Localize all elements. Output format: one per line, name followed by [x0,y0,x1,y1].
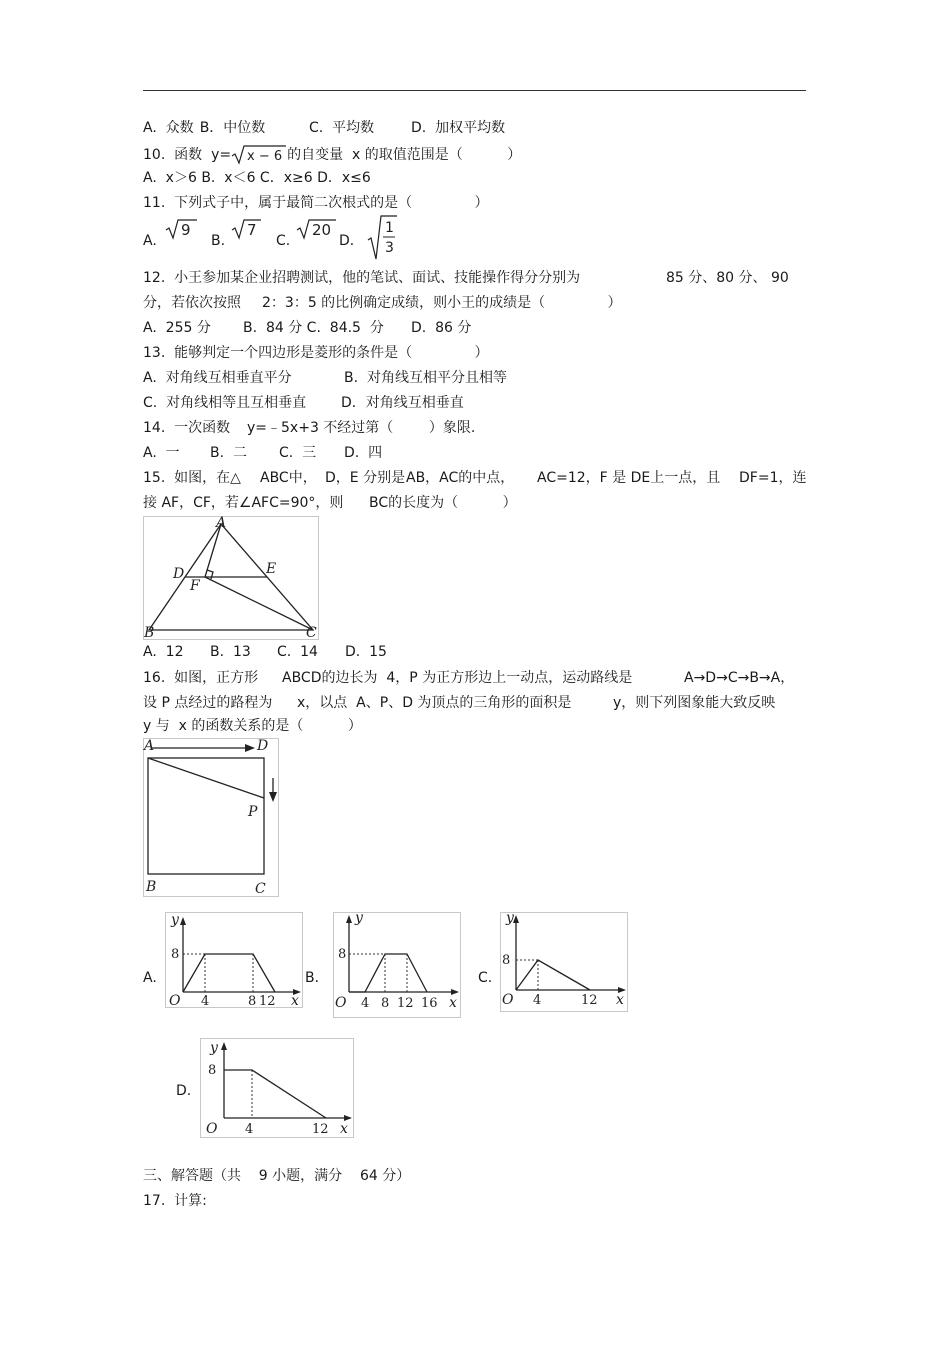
q16-label-a: A [144,738,155,754]
q16-label-p: P [248,804,258,820]
q16-line1 [143,669,795,687]
graph-d-y-label: y [210,1040,218,1056]
q14-stem-a: 14. 一次函数 [143,420,231,436]
q11-option-c-sqrt [296,218,338,242]
q14-stem [143,419,476,437]
q9-option-a: A. 众数 [143,120,194,136]
q16-label-c: C [255,881,266,897]
q15-option-a: A. 12 [143,644,184,660]
graph-c-frame [501,913,628,1012]
graph-a-origin: O [169,993,181,1008]
q13-option-d: D．对角线互相垂直 [341,395,464,411]
q16-line2 [143,694,776,712]
graph-a-x-tick-12: 12 [259,994,276,1008]
graph-c-y-tick: 8 [502,953,511,968]
q16-line1a: 16. 如图，正方形 [143,670,259,686]
q9-option-c: C. 平均数 [309,120,375,136]
q12-line1b: 85 分、80 分、 90 [666,270,789,286]
q16-graph-b-option: B． [305,970,329,986]
graph-b-x-tick-12: 12 [397,996,414,1011]
q16-graph-c-option: C. [478,970,493,986]
q10-options: A. x＞6 B. x＜6 C．x≥6 D．x≤6 [143,170,371,186]
q11-option-a-sqrt [165,218,199,242]
q11-option-b: B. [211,233,226,249]
q11-option-d: D． [339,233,364,249]
graph-a-x-label: x [291,993,299,1008]
q14-option-d: D. 四 [344,445,383,461]
graph-b-y-label: y [355,912,363,926]
q16-graph-b [333,912,461,1018]
q10-number: 10. 函数 [143,147,203,163]
q13-option-b: B. 对角线互相平分且相等 [344,370,507,386]
q11-stem: 11. 下列式子中，属于最简二次根式的是（ ） [143,195,489,211]
q12-option-d: D. 86 分 [411,320,472,336]
q14-option-c: C. 三 [279,445,317,461]
q16-graph-c [500,912,628,1012]
q13-options-row1 [143,369,507,387]
q11-rad-c: 20 [312,221,332,239]
q15-label-a: A [216,516,227,531]
q15-label-c: C [306,625,317,640]
q11-options [143,218,394,262]
q14-option-a: A. 一 [143,445,180,461]
graph-c-origin: O [502,992,514,1008]
graph-a-x-tick-4: 4 [201,994,210,1008]
graph-d-x-tick-12: 12 [312,1122,329,1137]
q15-line1d: AB，AC的中点， [406,470,515,486]
graph-b-y-tick: 8 [338,947,347,962]
q10-rest: 的自变量 [287,147,344,163]
q11-rad-b: 7 [247,221,257,239]
q13-options-row2 [143,394,464,412]
graph-c-y-label: y [506,912,514,926]
q9-option-d: D. 加权平均数 [411,120,506,136]
q16-graph-a-option: A. [143,970,157,986]
graph-a-frame [166,913,303,1008]
q15-line2 [143,494,517,512]
q16-line2c: y，则下列图象能大致反映 [613,695,776,711]
graph-d-x-tick-4: 4 [245,1122,254,1137]
graph-c-x-tick-12: 12 [581,993,598,1008]
q12-options [143,319,472,337]
q15-line2b: BC的长度为（ ） [369,495,517,511]
q15-option-b: B. 13 [210,644,251,660]
q10-var: x [352,147,361,163]
q16-square-figure [143,738,279,898]
q12-line2 [143,294,622,312]
q15-line1 [143,469,807,487]
q14-stem-b: y=﹣5x+3 不经过第（ ）象限. [247,420,476,436]
q15-line1c: D，E 分别是 [325,470,406,486]
graph-b-x-tick-4: 4 [361,996,370,1011]
q10-y-eq: y= [211,147,232,163]
q15-triangle-figure [143,516,319,640]
header-rule [143,90,806,91]
q10-rest2: 的取值范围是（ ） [364,147,522,163]
q17-stem: 17. 计算: [143,1193,207,1209]
q9-option-b: B．中位数 [199,120,266,136]
q16-graph-a [165,912,303,1008]
q12-line1 [143,269,789,287]
q12-line2b: 2：3：5 的比例确定成绩，则小王的成绩是（ ） [262,295,622,311]
q16-label-d: D [257,738,269,754]
section-3-title: 三、解答题（共 9 小题，满分 64 分） [143,1168,411,1184]
q15-label-b: B [144,625,155,640]
q11-rad-d-den: 3 [385,240,394,256]
q16-figure-frame [144,739,279,897]
q15-label-e: E [266,561,277,577]
graph-b-origin: O [335,995,347,1011]
graph-b-x-tick-8: 8 [381,996,390,1011]
q15-line1e: AC=12，F 是 DE上一点，且 [537,470,721,486]
q11-option-c: C. [276,233,291,249]
q16-line2b: x，以点 A、P、D 为顶点的三角形的面积是 [297,695,572,711]
graph-d-origin: O [206,1121,218,1137]
q10-stem [143,144,521,166]
graph-a-y-label: y [171,912,179,928]
q12-option-bc: B. 84 分 C. 84.5 分 [243,320,384,336]
q11-rad-a: 9 [181,221,191,239]
graph-a-x-tick-8: 8 [248,994,257,1008]
q15-line1b: ABC中， [260,470,317,486]
q12-line1a: 12. 小王参加某企业招聘测试，他的笔试、面试、技能操作得分分别为 [143,270,581,286]
q15-label-d: D [173,566,185,582]
q14-options [143,444,383,462]
q12-line2a: 分，若依次按照 [143,295,241,311]
q16-label-b: B [146,879,157,895]
q14-option-b: B. 二 [210,445,247,461]
q16-line2a: 设 P 点经过的路程为 [143,695,273,711]
q9-options [143,119,506,137]
q16-line1b: ABCD的边长为 4，P 为正方形边上一动点，运动路线是 [282,670,633,686]
q16-graph-d-option: D. [176,1083,192,1099]
q15-option-c: C. 14 [277,644,318,660]
q11-option-b-sqrt [231,218,265,242]
q13-option-a: A. 对角线互相垂直平分 [143,370,292,386]
q15-options [143,643,387,661]
q15-label-f: F [190,578,200,594]
graph-d-x-label: x [340,1121,348,1137]
graph-c-x-label: x [616,992,624,1008]
q12-option-a: A. 255 分 [143,320,211,336]
q16-line1c: A→D→C→B→A， [684,670,795,686]
q10-sqrt-symbol [231,144,287,166]
q15-line1f: DF=1，连 [739,470,807,486]
q13-stem: 13. 能够判定一个四边形是菱形的条件是（ ） [143,345,489,361]
q11-option-a: A. [143,233,157,249]
q16-graph-d [200,1038,354,1138]
q15-line1a: 15. 如图，在△ [143,470,241,486]
graph-c-x-tick-4: 4 [533,993,542,1008]
q13-option-c: C. 对角线相等且互相垂直 [143,395,307,411]
graph-b-x-label: x [449,995,457,1011]
q15-line2a: 接 AF，CF，若∠AFC=90°，则 [143,495,344,511]
graph-d-y-tick: 8 [208,1063,217,1078]
q11-rad-d-num: 1 [385,220,394,236]
q15-option-d: D. 15 [345,644,387,660]
q10-radicand: x − 6 [247,149,283,164]
graph-a-y-tick: 8 [171,947,180,962]
q11-option-d-sqrt [367,214,399,262]
q16-line3: y 与 x 的函数关系的是（ ） [143,718,362,734]
graph-b-x-tick-16: 16 [421,996,438,1011]
